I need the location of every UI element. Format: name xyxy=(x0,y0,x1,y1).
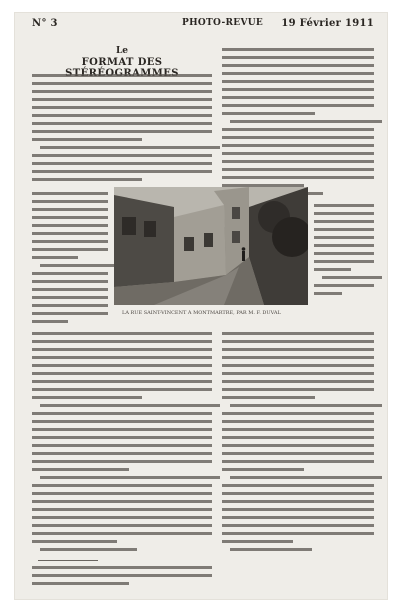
text-line xyxy=(222,166,374,173)
text-line xyxy=(32,378,212,385)
text-line xyxy=(222,378,374,385)
text-line xyxy=(32,128,212,135)
text-line xyxy=(32,426,212,433)
text-line xyxy=(222,450,374,457)
text-line xyxy=(32,564,212,571)
text-line xyxy=(222,458,374,465)
text-line xyxy=(222,434,374,441)
text-column-left-top xyxy=(32,72,212,184)
text-line xyxy=(230,118,382,125)
text-line xyxy=(32,530,212,537)
publication-name: PHOTO-REVUE xyxy=(182,18,264,28)
text-line xyxy=(222,110,315,117)
text-line xyxy=(40,546,137,553)
text-line xyxy=(32,514,212,521)
text-line xyxy=(222,514,374,521)
text-line xyxy=(32,80,212,87)
text-column-right-bottom xyxy=(222,330,374,554)
text-line xyxy=(32,418,212,425)
text-line xyxy=(32,214,108,221)
text-line xyxy=(32,136,142,143)
text-line xyxy=(32,72,212,79)
text-line xyxy=(222,150,374,157)
footnote-divider xyxy=(38,560,98,561)
text-line xyxy=(222,426,374,433)
text-line xyxy=(222,142,374,149)
text-line xyxy=(32,490,212,497)
page-number: N° 3 xyxy=(32,18,58,29)
text-line xyxy=(314,226,374,233)
text-line xyxy=(32,354,212,361)
text-line xyxy=(222,394,315,401)
page-sheet xyxy=(14,12,388,600)
page-header xyxy=(32,18,374,34)
text-line xyxy=(32,466,129,473)
text-line xyxy=(32,458,212,465)
text-line xyxy=(32,160,212,167)
text-line xyxy=(32,362,212,369)
text-line xyxy=(32,254,78,261)
text-line xyxy=(222,54,374,61)
text-line xyxy=(222,338,374,345)
text-line xyxy=(222,126,374,133)
text-line xyxy=(32,270,108,277)
text-column-right-beside-photo xyxy=(314,202,374,298)
text-line xyxy=(222,346,374,353)
text-line xyxy=(222,94,374,101)
text-line xyxy=(32,370,212,377)
text-line xyxy=(32,246,108,253)
text-line xyxy=(32,338,212,345)
text-line xyxy=(32,238,108,245)
text-line xyxy=(32,230,108,237)
text-line xyxy=(222,102,374,109)
text-line xyxy=(314,290,342,297)
text-line xyxy=(222,174,374,181)
text-line xyxy=(32,522,212,529)
text-line xyxy=(32,330,212,337)
text-line xyxy=(32,482,212,489)
text-line xyxy=(32,434,212,441)
text-line xyxy=(222,466,304,473)
text-line xyxy=(222,482,374,489)
text-line xyxy=(222,330,374,337)
text-line xyxy=(314,234,374,241)
text-line xyxy=(314,218,374,225)
text-line xyxy=(222,362,374,369)
text-line xyxy=(222,538,293,545)
text-line xyxy=(222,46,374,53)
text-line xyxy=(314,258,374,265)
photo-caption: LA RUE SAINT-VINCENT À MONTMARTRE, PAR M. F. DUVAL xyxy=(122,310,281,316)
text-line xyxy=(32,506,212,513)
text-line xyxy=(222,498,374,505)
text-line xyxy=(32,318,68,325)
text-line xyxy=(230,402,382,409)
text-line xyxy=(32,386,212,393)
text-line xyxy=(32,580,129,587)
text-column-left-beside-photo xyxy=(32,190,108,326)
text-line xyxy=(32,394,142,401)
text-line xyxy=(32,168,212,175)
text-line xyxy=(32,206,108,213)
text-line xyxy=(40,262,116,269)
text-line xyxy=(222,418,374,425)
article-title-line2: FORMAT DES xyxy=(81,57,163,68)
text-column-left-bottom xyxy=(32,330,212,554)
text-line xyxy=(314,282,374,289)
text-line xyxy=(314,210,374,217)
text-line xyxy=(314,250,374,257)
text-line xyxy=(222,134,374,141)
text-line xyxy=(32,278,108,285)
text-line xyxy=(322,274,382,281)
text-line xyxy=(222,86,374,93)
text-line xyxy=(32,190,108,197)
text-line xyxy=(32,198,108,205)
text-line xyxy=(222,410,374,417)
footnote-text xyxy=(32,564,212,588)
text-line xyxy=(222,386,374,393)
text-line xyxy=(32,222,108,229)
text-column-right-top xyxy=(222,46,374,198)
text-line xyxy=(32,96,212,103)
text-line xyxy=(32,442,212,449)
text-line xyxy=(314,266,351,273)
text-line xyxy=(32,538,117,545)
text-line xyxy=(32,104,212,111)
text-line xyxy=(32,498,212,505)
text-line xyxy=(314,242,374,249)
text-line xyxy=(40,144,220,151)
text-line xyxy=(230,474,382,481)
text-line xyxy=(32,112,212,119)
text-line xyxy=(32,572,212,579)
text-line xyxy=(32,286,108,293)
text-line xyxy=(222,522,374,529)
text-line xyxy=(32,176,142,183)
issue-date: 19 Février 1911 xyxy=(281,18,374,29)
text-line xyxy=(40,474,220,481)
text-line xyxy=(32,450,212,457)
text-line xyxy=(222,442,374,449)
text-line xyxy=(32,294,108,301)
text-line xyxy=(222,62,374,69)
text-line xyxy=(222,530,374,537)
street-photograph xyxy=(114,187,308,305)
text-line xyxy=(222,506,374,513)
text-line xyxy=(222,370,374,377)
text-line xyxy=(222,490,374,497)
text-line xyxy=(230,546,312,553)
text-line xyxy=(32,310,108,317)
text-line xyxy=(222,78,374,85)
article-title-line1: Le xyxy=(115,46,129,56)
text-line xyxy=(32,302,108,309)
text-line xyxy=(32,410,212,417)
text-line xyxy=(32,152,212,159)
text-line xyxy=(32,88,212,95)
text-line xyxy=(32,120,212,127)
text-line xyxy=(222,354,374,361)
text-line xyxy=(32,346,212,353)
text-line xyxy=(222,70,374,77)
text-line xyxy=(314,202,374,209)
text-line xyxy=(40,402,220,409)
text-line xyxy=(222,158,374,165)
